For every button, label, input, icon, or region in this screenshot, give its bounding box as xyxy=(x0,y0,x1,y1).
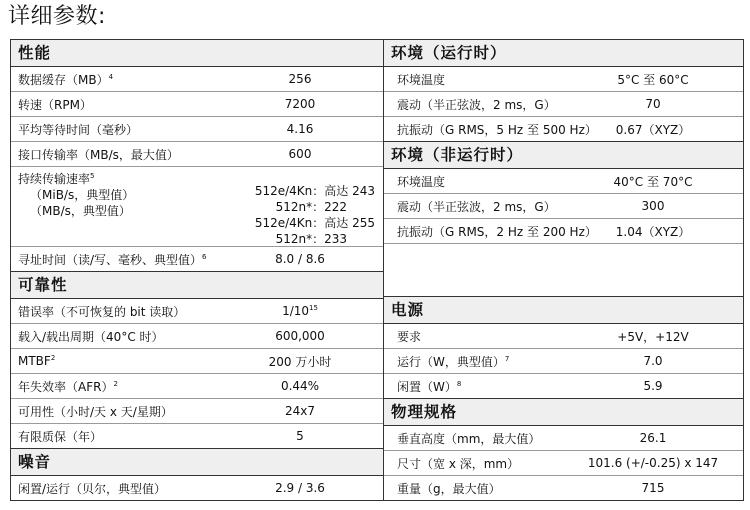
spec-row-error-rate xyxy=(11,299,383,324)
footnote-mark: 2 xyxy=(50,354,56,362)
spec-value: 300 xyxy=(641,199,665,213)
left-column xyxy=(11,40,384,500)
footnote-mark: 8 xyxy=(456,379,462,388)
spec-label: 有限质保（年） xyxy=(18,429,103,444)
seek-label: 寻址时间（读/写、毫秒、典型值） xyxy=(18,252,203,267)
spec-label: 闲置/运行（贝尔，典型值） xyxy=(18,481,167,496)
spec-value: 715 xyxy=(641,481,665,495)
spec-value: 40°C 至 70°C xyxy=(613,174,693,189)
spec-label xyxy=(384,353,567,370)
spec-label: 重量（g，最大值） xyxy=(397,481,501,496)
spec-value: 5.9 xyxy=(643,379,663,393)
section-noise-heading: 噪音 xyxy=(11,449,383,476)
spec-label: 环境温度 xyxy=(397,174,446,189)
spec-row-seek xyxy=(11,247,383,272)
spec-label xyxy=(384,378,567,395)
sustained-value: 512n*：233 xyxy=(275,232,347,246)
spec-row-interface xyxy=(11,142,383,167)
spec-row-mtbf xyxy=(11,349,383,374)
spec-value: 256 xyxy=(288,72,312,86)
spec-label: 转速（RPM） xyxy=(18,97,92,112)
spec-value: 5 xyxy=(296,429,304,443)
sustained-sub-label: （MiB/s，典型值） xyxy=(30,188,135,202)
section-power-heading: 电源 xyxy=(384,297,743,324)
spec-row-nonop-temp xyxy=(384,169,743,194)
spec-value: 26.1 xyxy=(639,431,667,445)
footnote-mark: 6 xyxy=(202,252,207,261)
spec-row-op-temp xyxy=(384,67,743,92)
spec-row-power-op xyxy=(384,349,743,374)
spec-value: 600,000 xyxy=(275,329,325,343)
blank-area xyxy=(384,244,743,297)
spec-row-nonop-vibration xyxy=(384,219,743,244)
spec-label xyxy=(11,354,217,368)
section-performance-heading: 性能 xyxy=(11,40,383,67)
spec-row-afr xyxy=(11,374,383,399)
spec-label: 抗振动（G RMS，5 Hz 至 500 Hz） xyxy=(397,122,597,137)
mtbf-label: MTBF xyxy=(18,354,51,368)
spec-value: 5°C 至 60°C xyxy=(617,72,689,87)
section-physical-heading: 物理规格 xyxy=(384,399,743,426)
right-column xyxy=(384,40,743,500)
spec-value: 600 xyxy=(288,147,312,161)
spec-value: 8.0 / 8.6 xyxy=(275,252,325,266)
spec-value xyxy=(217,171,383,247)
section-env-operating-heading: 环境（运行时） xyxy=(384,40,743,67)
spec-label xyxy=(11,71,217,88)
section-reliability-heading: 可靠性 xyxy=(11,272,383,299)
footnote-mark: 7 xyxy=(504,354,510,363)
spec-table xyxy=(10,39,744,501)
spec-label xyxy=(11,378,217,395)
spec-value: 7200 xyxy=(284,97,316,111)
footnote-mark: 2 xyxy=(113,379,118,388)
spec-value: 2.9 / 3.6 xyxy=(275,481,325,495)
footnote-mark: 5 xyxy=(90,172,95,180)
spec-value xyxy=(217,304,383,318)
spec-row-warranty xyxy=(11,424,383,449)
spec-label: 尺寸（宽 x 深，mm） xyxy=(397,456,520,471)
spec-row-power-req xyxy=(384,324,743,349)
spec-row-weight xyxy=(384,476,743,500)
power-op-label: 运行（W，典型值） xyxy=(397,354,505,369)
cache-label: 数据缓存（MB） xyxy=(18,72,109,87)
page-title: 详细参数: xyxy=(8,4,106,29)
spec-value: 70 xyxy=(645,97,661,111)
spec-value: 24x7 xyxy=(284,404,315,418)
spec-label: 错误率（不可恢复的 bit 读取） xyxy=(18,304,186,319)
spec-label: 要求 xyxy=(397,329,422,344)
spec-label: 环境温度 xyxy=(397,72,446,87)
sustained-label: 持续传输速率 xyxy=(18,172,91,186)
sustained-value: 512e/4Kn：高达 243 xyxy=(254,184,375,198)
power-idle-label: 闲置（W） xyxy=(397,379,457,394)
spec-label: 载入/载出周期（40°C 时） xyxy=(18,329,164,344)
spec-label: 震动（半正弦波，2 ms，G） xyxy=(397,199,556,214)
error-rate-value: 1/10 xyxy=(282,304,310,318)
section-env-nonoperating-heading: 环境（非运行时） xyxy=(384,142,743,169)
spec-value: 1.04（XYZ） xyxy=(615,224,691,239)
spec-label: 垂直高度（mm，最大值） xyxy=(397,431,541,446)
spec-label: 平均等待时间（毫秒） xyxy=(18,122,139,137)
spec-row-acoustics xyxy=(11,476,383,500)
spec-label xyxy=(11,171,217,219)
spec-label xyxy=(11,251,217,268)
spec-label: 可用性（小时/天 x 天/星期） xyxy=(18,404,173,419)
spec-row-height xyxy=(384,426,743,451)
spec-row-nonop-shock xyxy=(384,194,743,219)
spec-row-latency xyxy=(11,117,383,142)
spec-value: 200 万小时 xyxy=(268,354,332,369)
spec-label: 接口传输率（MB/s，最大值） xyxy=(18,147,179,162)
spec-row-availability xyxy=(11,399,383,424)
spec-value: +5V，+12V xyxy=(617,329,689,344)
spec-value: 101.6 (+/-0.25) x 147 xyxy=(587,456,719,470)
spec-row-dimensions xyxy=(384,451,743,476)
spec-row-rpm xyxy=(11,92,383,117)
sustained-value: 512e/4Kn：高达 255 xyxy=(254,216,375,230)
spec-value: 0.44% xyxy=(280,379,320,393)
afr-label: 年失效率（AFR） xyxy=(18,379,114,394)
sustained-sub-label: （MB/s，典型值） xyxy=(30,204,131,218)
spec-row-op-shock xyxy=(384,92,743,117)
spec-row-power-idle xyxy=(384,374,743,399)
spec-label: 震动（半正弦波，2 ms，G） xyxy=(397,97,556,112)
spec-value: 4.16 xyxy=(286,122,314,136)
sustained-value: 512n*：222 xyxy=(275,200,347,214)
spec-row-sustained xyxy=(11,167,383,247)
spec-row-cache xyxy=(11,67,383,92)
spec-row-load-cycles xyxy=(11,324,383,349)
exponent: 15 xyxy=(309,304,318,312)
spec-label: 抗振动（G RMS，2 Hz 至 200 Hz） xyxy=(397,224,597,239)
spec-value: 0.67（XYZ） xyxy=(615,122,691,137)
spec-row-op-vibration xyxy=(384,117,743,142)
footnote-mark: 4 xyxy=(108,72,114,81)
spec-value: 7.0 xyxy=(643,354,663,368)
